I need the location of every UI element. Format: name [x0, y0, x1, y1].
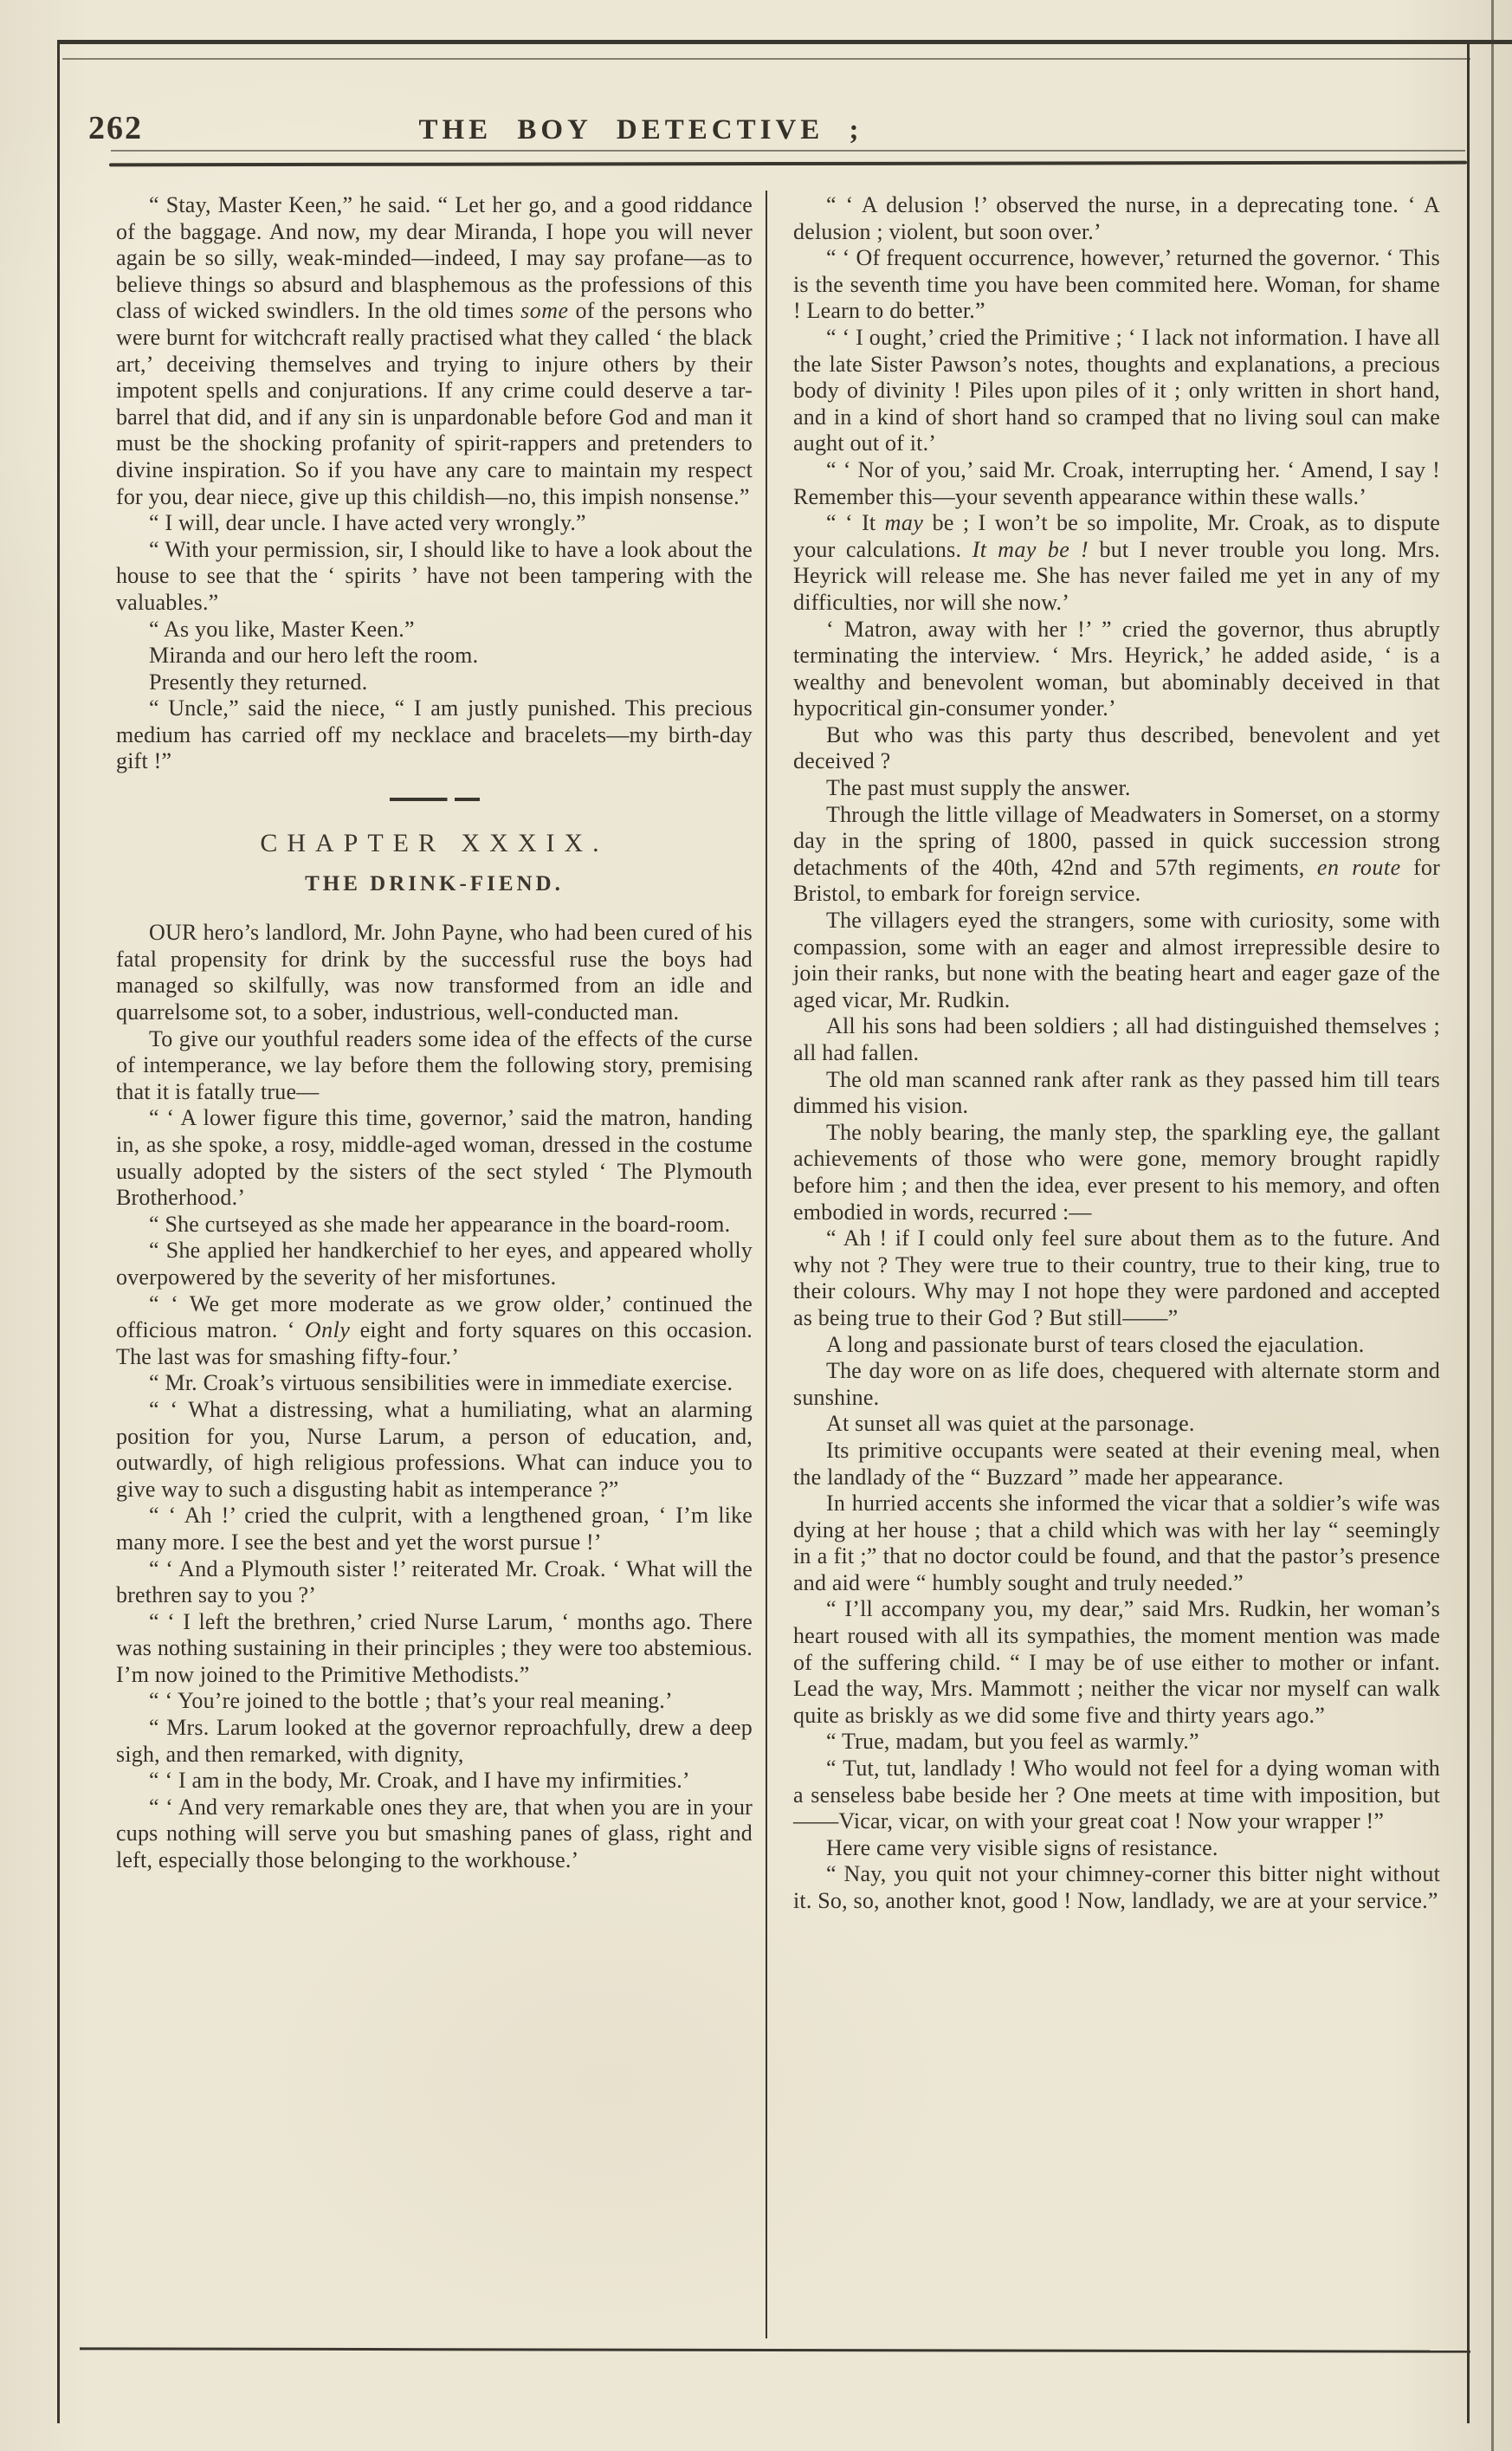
paragraph: The past must supply the answer. [826, 775, 1131, 801]
paragraph: “ ‘ And very remarkable ones they are, that when you are in your cups nothing will serve you but smashing panes of glass, right and left, especially those belonging to the workhouse.’ [116, 1794, 753, 1873]
paragraph: The nobly bearing, the manly step, the sparkling eye, the gallant achievements of those who were gone, memory brought rapidly before him ; and then the idea, ever present to his memory, and often embodied in words, recurred :— [793, 1119, 1440, 1225]
paragraph: “ Mrs. Larum looked at the governor reproachfully, drew a deep sigh, and then remarked, with dignity, [116, 1715, 753, 1767]
paragraph: Through the little village of Meadwaters in Somerset, on a stormy day in the spring of 1800, passed in quick succession strong detachments of the 40th, 42nd and 57th regiments, en route for Bristol, to embark for foreign service. [793, 801, 1440, 907]
paragraph: “ ‘ Nor of you,’ said Mr. Croak, interrupting her. ‘ Amend, I say ! Remember this—your seventh appearance within these walls.’ [793, 456, 1440, 509]
paragraph: Presently they returned. [149, 669, 368, 695]
paragraph: “ ‘ I am in the body, Mr. Croak, and I have my infirmities.’ [149, 1768, 690, 1794]
paragraph: “ ‘ Of frequent occurrence, however,’ returned the governor. ‘ This is the seventh time you have been commited here. Woman, for shame ! Learn to do better.” [793, 245, 1440, 324]
paragraph: The villagers eyed the strangers, some with curiosity, some with compassion, some with an eager and almost irrepressible desire to join their ranks, but none with the beating heart and eager gaze of the aged vicar, Mr. Rudkin. [793, 908, 1440, 1012]
paragraph: “ I will, dear uncle. I have acted very wrongly.” [149, 510, 586, 536]
chapter-heading: CHAPTER XXXIX. [260, 829, 609, 858]
paragraph: “ ‘ Ah !’ cried the culprit, with a lengthened groan, ‘ I’m like many more. I see the best and yet the worst pursue !’ [116, 1503, 753, 1555]
page-edge-line [1491, 0, 1494, 2451]
page-number: 262 [88, 110, 143, 146]
frame-bottom-rule [80, 2347, 1470, 2352]
frame-top-inner-rule [62, 58, 1470, 60]
paragraph: In hurried accents she informed the vicar that a soldier’s wife was dying at her house ; that a child which was with her lay “ seemingly in a fit ;” that no doctor could be found, and that the pastor’s presence and aid were “ humbly sought and truly needed.” [793, 1491, 1440, 1595]
running-title: THE BOY DETECTIVE ; [418, 114, 863, 146]
paragraph: “ Ah ! if I could only feel sure about them as to the future. And why not ? They were true to their country, true to their king, true to their colours. Why may I not hope they were pardoned and accepted as being true to their God ? But still——” [793, 1226, 1440, 1330]
paragraph: “ ‘ And a Plymouth sister !’ reiterated Mr. Croak. ‘ What will the brethren say to you ?’ [116, 1555, 753, 1608]
paragraph: “ Uncle,” said the niece, “ I am justly punished. This precious medium has carried off my necklace and bracelets—my birth-day gift !” [116, 695, 753, 774]
paragraph: “ ‘ You’re joined to the bottle ; that’s your real meaning.’ [149, 1688, 673, 1714]
paragraph: Miranda and our hero left the room. [149, 643, 479, 669]
paragraph: “ Mr. Croak’s virtuous sensibilities were in immediate exercise. [149, 1370, 733, 1396]
paragraph: At sunset all was quiet at the parsonage. [826, 1411, 1195, 1437]
section-divider [390, 798, 480, 801]
paragraph: “ As you like, Master Keen.” [149, 616, 415, 642]
paragraph: Its primitive occupants were seated at their evening meal, when the landlady of the “ Buzzard ” made her appearance. [793, 1437, 1440, 1490]
paragraph: All his sons had been soldiers ; all had distinguished themselves ; all had fallen. [793, 1013, 1440, 1065]
paragraph: “ ‘ I left the brethren,’ cried Nurse Larum, ‘ months ago. There was nothing sustaining in their principles ; they were too abstemious. I’m now joined to the Primitive Methodists.” [116, 1608, 753, 1687]
paragraph: “ Tut, tut, landlady ! Who would not feel for a dying woman with a senseless babe beside her ? One meets at time with imposition, but——Vicar, vicar, on with your great coat ! Now your wrapper !” [793, 1756, 1440, 1834]
paragraph: OUR hero’s landlord, Mr. John Payne, who had been cured of his fatal propensity for drink by the successful ruse the boys had managed so skilfully, was now transformed from an idle and quarrelsome sot, to a sober, industrious, well-conducted man. [116, 920, 753, 1025]
paragraph: “ She curtseyed as she made her appearance in the board-room. [149, 1211, 731, 1237]
paragraph: “ ‘ We get more moderate as we grow older,’ continued the officious matron. ‘ Only eight and forty squares on this occasion. The last was for smashing fifty-four.’ [116, 1290, 753, 1369]
paragraph: “ ‘ What a distressing, what a humiliating, what an alarming position for you, Nurse Larum, a person of education, and, outwardly, of high religious professions. What can induce you to give way to such a disgusting habit as intemperance ?” [116, 1396, 753, 1502]
paragraph: Here came very visible signs of resistance. [826, 1834, 1218, 1860]
paragraph: A long and passionate burst of tears closed the ejaculation. [826, 1331, 1365, 1357]
paragraph: The old man scanned rank after rank as they passed him till tears dimmed his vision. [793, 1066, 1440, 1119]
frame-top-rule [57, 40, 1512, 44]
paragraph: “ ‘ A lower figure this time, governor,’ said the matron, handing in, as she spoke, a rosy, middle-aged woman, dressed in the costume usually adopted by the sisters of the sect styled ‘ The Plymouth Brotherhood.’ [116, 1105, 753, 1211]
paragraph: The day wore on as life does, chequered with alternate storm and sunshine. [793, 1358, 1440, 1410]
paragraph: ‘ Matron, away with her !’ ” cried the governor, thus abruptly terminating the interview. ‘ Mrs. Heyrick,’ he added aside, ‘ is a wealthy and benevolent woman, but abominably deceived in that hypocritical gin-consumer yonder.’ [793, 616, 1440, 721]
paragraph: “ True, madam, but you feel as warmly.” [826, 1729, 1199, 1755]
paragraph: “ With your permission, sir, I should like to have a look about the house to see that the ‘ spirits ’ have not been tampering with the valuables.” [116, 536, 753, 615]
paragraph: But who was this party thus described, benevolent and yet deceived ? [793, 721, 1440, 774]
paragraph: “ Nay, you quit not your chimney-corner this bitter night without it. So, so, another knot, good ! Now, landlady, we are at your service.” [793, 1861, 1440, 1913]
paragraph: “ I’ll accompany you, my dear,” said Mrs. Rudkin, her woman’s heart roused with all its sympathies, the moment mention was made of the suffering child. “ I may be of use either to mother or infant. Lead the way, Mrs. Mammott ; neither the vicar nor myself can walk quite as briskly as we did some five and thirty years ago.” [793, 1596, 1440, 1728]
column-divider-rule [766, 191, 767, 2338]
paragraph: “ ‘ A delusion !’ observed the nurse, in a deprecating tone. ‘ A delusion ; violent, but soon over.’ [793, 192, 1440, 244]
paragraph: “ She applied her handkerchief to her eyes, and appeared wholly overpowered by the severity of her misfortunes. [116, 1238, 753, 1290]
left-column [116, 192, 753, 1874]
header-rule-thick [109, 161, 1467, 167]
paragraph: To give our youthful readers some idea of the effects of the curse of intemperance, we lay before them the following story, premising that it is fatally true— [116, 1025, 753, 1104]
right-column [793, 192, 1440, 1915]
frame-right-rule [1467, 40, 1470, 2423]
chapter-subheading: THE DRINK-FIEND. [305, 871, 564, 896]
paragraph: “ ‘ It may be ; I won’t be so impolite, Mr. Croak, as to dispute your calculations. It may be ! but I never trouble you long. Mrs. Heyrick will release me. She has never failed me yet in any of my difficulties, nor will she now.’ [793, 510, 1440, 615]
paragraph: “ Stay, Master Keen,” he said. “ Let her go, and a good riddance of the baggage. And now, my dear Miranda, I hope you will never again be so silly, weak-minded—indeed, I may say profane—as to believe things so absurd and blasphemous as the professions of this class of wicked swindlers. In the old times some of the persons who were burnt for witchcraft really practised what they called ‘ the black art,’ deceiving themselves and trying to injure others by their impotent spells and conjurations. If any crime could deserve a tar-barrel that did, and if any sin is unpardonable before God and man it must be the shocking profanity of spirit-rappers and pretenders to divine inspiration. So if you have any care to maintain my respect for you, dear niece, give up this childish—no, this impish nonsense.” [116, 192, 753, 509]
paragraph: “ ‘ I ought,’ cried the Primitive ; ‘ I lack not information. I have all the late Sister Pawson’s notes, thoughts and explanations, a precious body of divinity ! Piles upon piles of it ; only written in short hand, and in a kind of short hand so cramped that no living soul can make aught out of it.’ [793, 324, 1440, 456]
frame-left-rule [57, 40, 60, 2423]
header-rule-thin [111, 150, 1465, 152]
